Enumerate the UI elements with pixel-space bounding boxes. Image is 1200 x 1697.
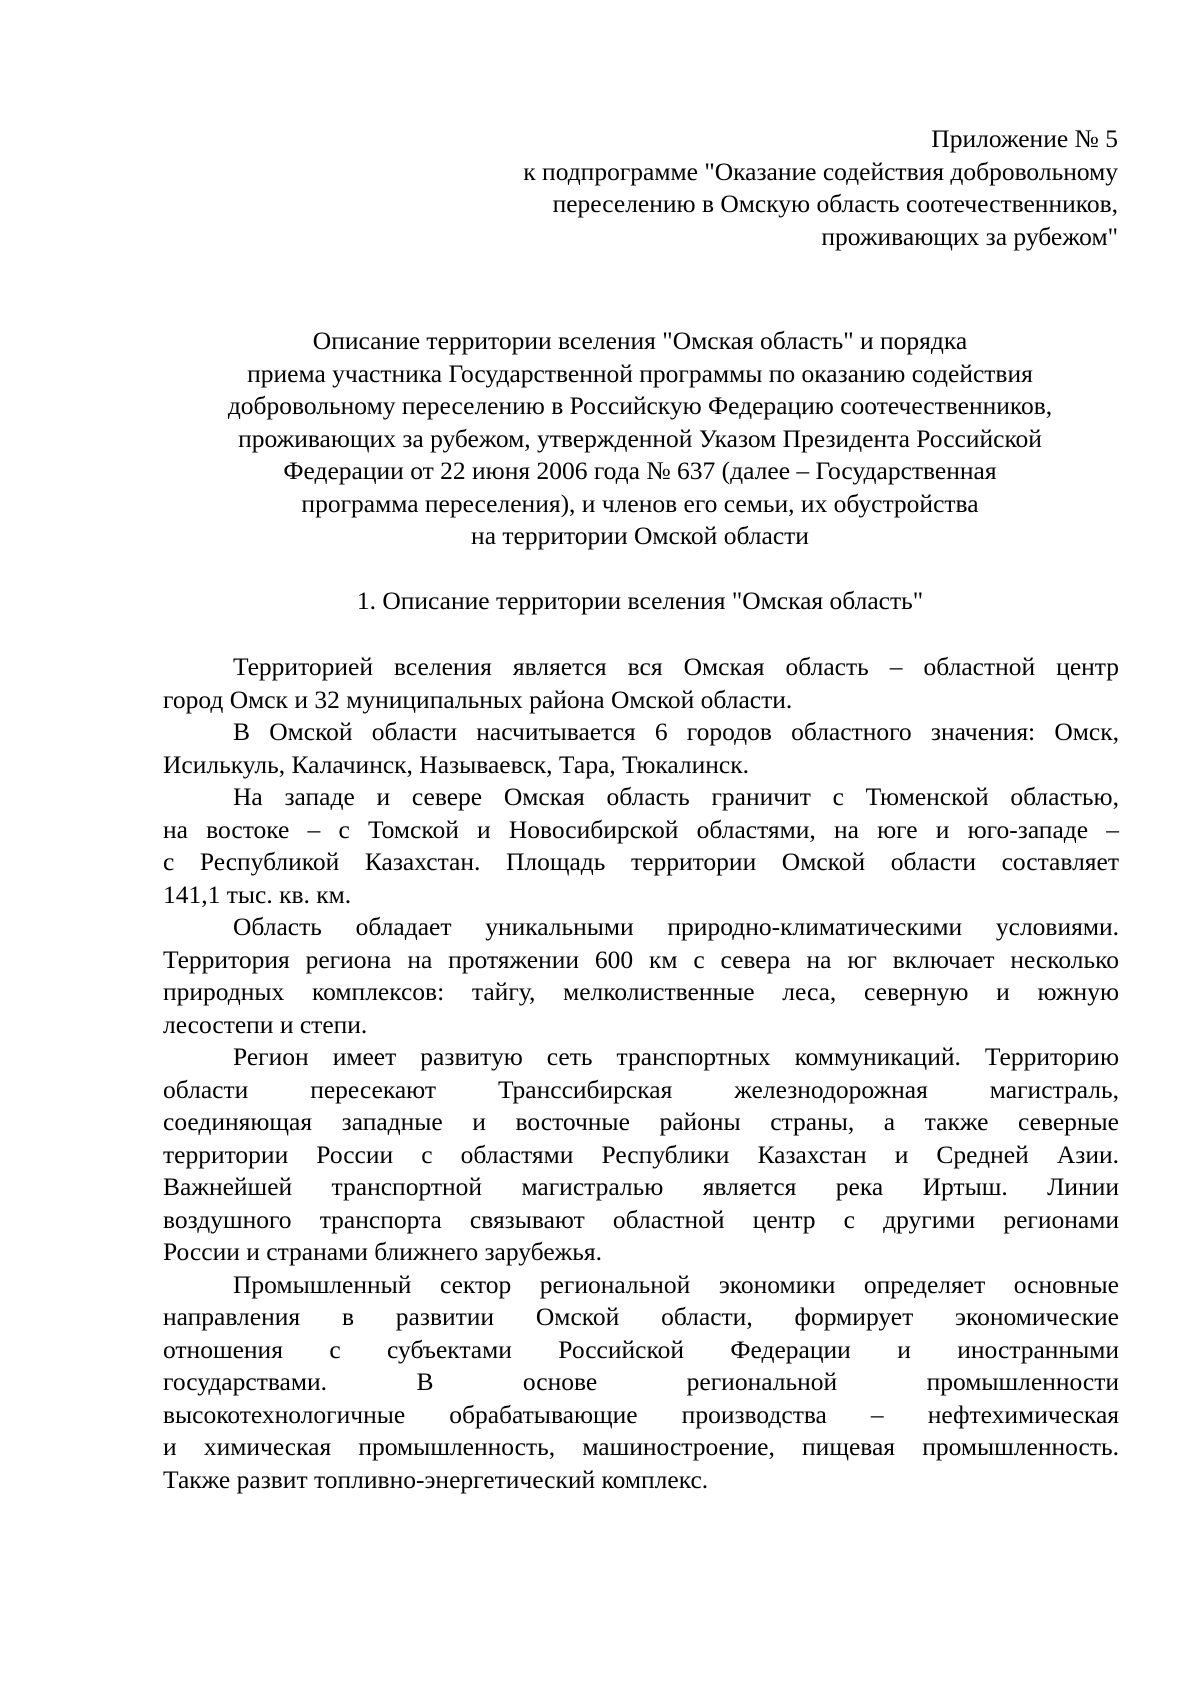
text-line: Территория региона на протяжении 600 км с севера на юг включает несколько (163, 944, 1119, 974)
text-line: В Омской области насчитывается 6 городов областного значения: Омск, (233, 717, 1119, 746)
paragraph-cities (163, 716, 1119, 781)
appendix-line: проживающих за рубежом" (821, 221, 1118, 251)
title-line: Федерации от 22 июня 2006 года № 637 (далее – Государственная (283, 456, 997, 485)
paragraph-transport (163, 1041, 1119, 1269)
document-title (158, 325, 1122, 553)
title-line: приема участника Государственной программы по оказанию содействия (247, 358, 1033, 388)
appendix-line: переселению в Омскую область соотечественников, (552, 189, 1118, 218)
text-line: области пересекают Транссибирская железнодорожная магистраль, (163, 1074, 1119, 1104)
text-line: государствами. В основе региональной промышленности (163, 1367, 1119, 1396)
text-line: Область обладает уникальными природно-климатическими условиями. (233, 912, 1119, 941)
paragraph-borders (163, 781, 1119, 911)
title-line: проживающих за рубежом, утвержденной Указом Президента Российской (238, 423, 1042, 453)
text-line: высокотехнологичные обрабатывающие производства – нефтехимическая (163, 1399, 1119, 1429)
text-line: Исилькуль, Калачинск, Называевск, Тара, Тюкалинск. (163, 749, 750, 779)
paragraph-territory (163, 651, 1119, 716)
text-line: соединяющая западные и восточные районы страны, а также северные (163, 1107, 1119, 1136)
paragraph-industry (163, 1269, 1119, 1497)
text-line: и химическая промышленность, машиностроение, пищевая промышленность. (163, 1432, 1119, 1461)
appendix-line: к подпрограмме "Оказание содействия добровольному (523, 156, 1118, 186)
text-line: Регион имеет развитую сеть транспортных коммуникаций. Территорию (233, 1042, 1119, 1071)
text-line: территории России с областями Республики Казахстан и Средней Азии. (163, 1139, 1119, 1169)
title-line: Описание территории вселения "Омская область" и порядка (312, 326, 968, 355)
text-line: Также развит топливно-энергетический комплекс. (163, 1464, 709, 1494)
document-body (163, 651, 1119, 1496)
text-line: с Республикой Казахстан. Площадь территории Омской области составляет (163, 847, 1119, 876)
text-line: Важнейшей транспортной магистралью является река Иртыш. Линии (163, 1172, 1119, 1201)
text-line: России и странами ближнего зарубежья. (163, 1237, 602, 1266)
text-line: 141,1 тыс. кв. км. (163, 879, 352, 909)
text-line: Территорией вселения является вся Омская область – областной центр (233, 652, 1119, 681)
text-line: природных комплексов: тайгу, мелколиственные леса, северную и южную (163, 977, 1119, 1006)
section-heading: 1. Описание территории вселения "Омская область" (356, 586, 924, 615)
text-line: воздушного транспорта связывают областной центр с другими регионами (163, 1204, 1119, 1234)
appendix-number: Приложение № 5 (931, 124, 1118, 153)
text-line: направления в развитии Омской области, формирует экономические (163, 1302, 1119, 1331)
text-line: на востоке – с Томской и Новосибирской областями, на юге и юго-западе – (163, 814, 1119, 844)
title-line: на территории Омской области (471, 521, 809, 550)
title-line: программа переселения), и членов его семьи, их обустройства (301, 488, 979, 518)
appendix-header (400, 123, 1118, 253)
text-line: город Омск и 32 муниципальных района Омской области. (163, 684, 793, 714)
text-line: На западе и севере Омская область граничит с Тюменской областью, (233, 782, 1119, 811)
text-line: лесостепи и степи. (163, 1009, 368, 1039)
title-line: добровольному переселению в Российскую Федерацию соотечественников, (227, 391, 1053, 420)
text-line: Промышленный сектор региональной экономики определяет основные (233, 1269, 1119, 1299)
text-line: отношения с субъектами Российской Федерации и иностранными (163, 1334, 1119, 1364)
paragraph-climate (163, 911, 1119, 1041)
